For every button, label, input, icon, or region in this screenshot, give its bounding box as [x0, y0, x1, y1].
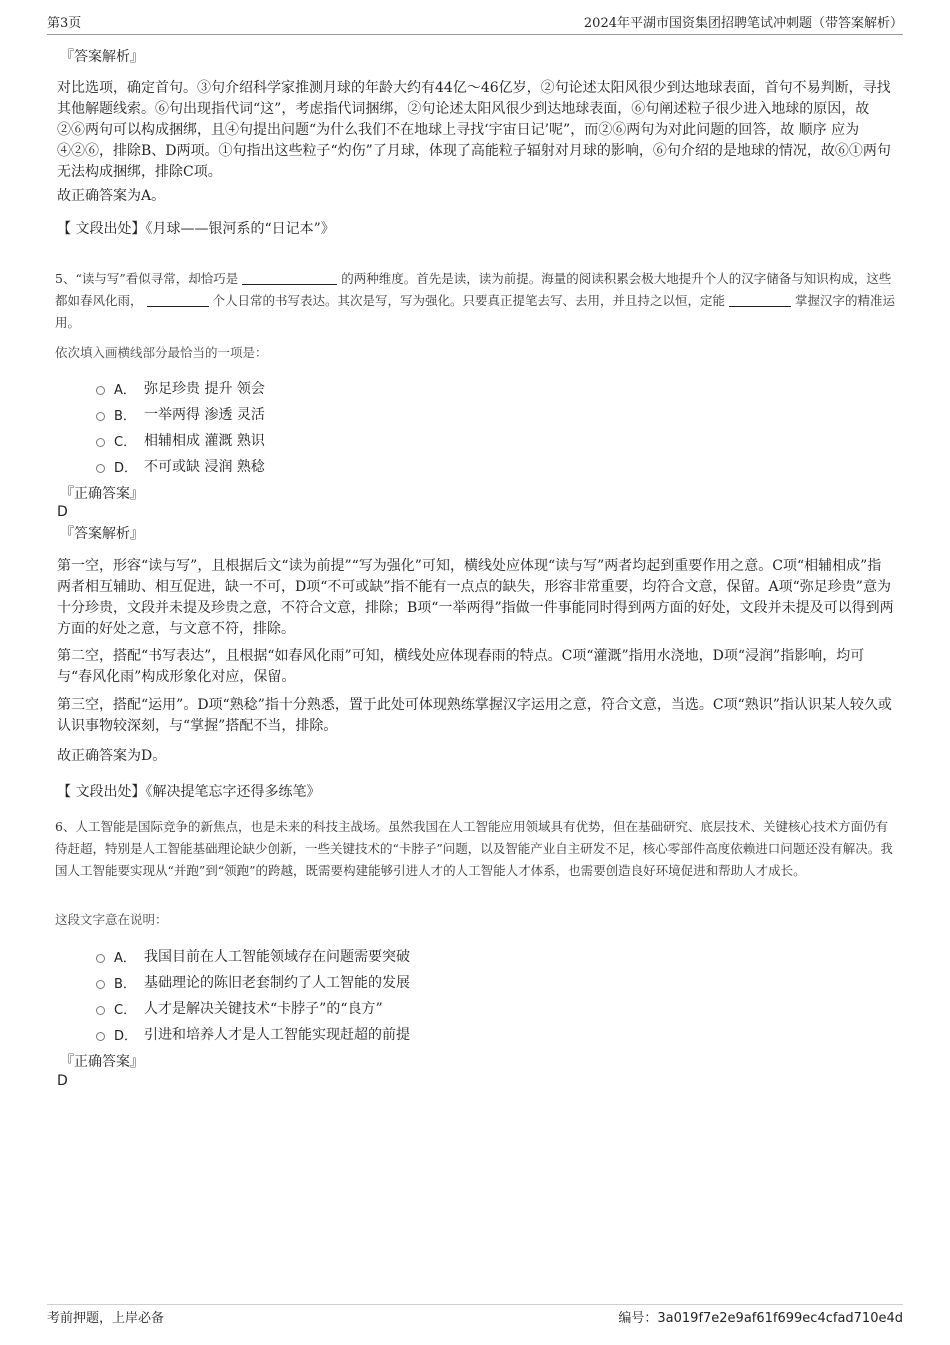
- correct-answer-label: 『正确答案』: [60, 1054, 144, 1070]
- analysis-text: 对比选项，确定首句。③句介绍科学家推测月球的年龄大约有44亿～46亿岁，②句论述太阳风很少到达地球表面，首句不易判断，寻找其他解题线索。⑥句出现指代词“这”，考虑指代词捆绑，②句论述太阳风很少到达地球表面，⑥句阐述粒子很少进入地球的原因，故②⑥两句可以构成捆绑，且④句提出问题“为什么我们不在地球上寻找‘宇宙日记’呢”，而②⑥两句为对此问题的回答，故 顺序 应为④②⑥，排除B、D两项。①句指出这些粒子“灼伤”了月球，体现了高能粒子辐射对月球的影响，⑥句介绍的是地球的情况，故⑥①两句无法构成捆绑，排除C项。: [57, 80, 891, 180]
- q6-option-c[interactable]: C． 人才是解决关键技术“卡脖子”的“良方”: [96, 997, 383, 1019]
- question-5-text: 5、“读与写”看似寻常，却恰巧是 的两种维度。首先是读，读为前提。海量的阅读积累会极大地提升个人的汉字储备与知识构成，这些都如春风化雨， 个人日常的书写表达。其次是写，写为强化。只要真正提笔去写、去用，并且持之以恒，定能 掌握汉字的精准运用。: [55, 271, 896, 330]
- question-6-text: 6、人工智能是国际竞争的新焦点，也是未来的科技主战场。虽然我国在人工智能应用领域具有优势，但在基础研究、底层技术、关键核心技术方面仍有待赶超，特别是人工智能基础理论缺少创新，一些关键技术的“卡脖子”问题，以及智能产业自主研发不足，核心零部件高度依赖进口问题还没有解决。我国人工智能要实现从“并跑”到“领跑”的跨越，既需要构建能够引进人才的人工智能人才体系，也需要创造良好环境促进和帮助人才成长。: [55, 819, 893, 878]
- page-footer: [47, 1304, 903, 1327]
- q5-option-c[interactable]: C． 相辅相成 灌溉 熟识: [96, 429, 265, 451]
- radio-icon[interactable]: [96, 412, 105, 421]
- correct-answer-value: D: [57, 504, 68, 520]
- radio-icon[interactable]: [96, 980, 105, 989]
- analysis-label: 『答案解析』: [60, 49, 144, 65]
- source-text: 【 文段出处】《解决提笔忘字还得多练笔》: [57, 784, 321, 800]
- conclusion-text: 故正确答案为A。: [57, 188, 166, 204]
- blank-2: [147, 292, 209, 307]
- correct-answer-label: 『正确答案』: [60, 486, 144, 502]
- radio-icon[interactable]: [96, 438, 105, 447]
- q5-option-a[interactable]: A． 弥足珍贵 提升 领会: [96, 377, 265, 399]
- blank-3: [729, 292, 791, 307]
- analysis-paragraph-2: 第二空，搭配“书写表达”，且根据“如春风化雨”可知，横线处应体现春雨的特点。C项“灌溉”指用水浇地，D项“浸润”指影响，均可与“春风化雨”构成形象化对应，保留。: [57, 648, 865, 685]
- document-title: 2024年平湖市国资集团招聘笔试冲刺题（带答案解析）: [583, 16, 903, 31]
- radio-icon[interactable]: [96, 1006, 105, 1015]
- page-header: [47, 14, 903, 35]
- correct-answer-value: D: [57, 1073, 68, 1089]
- question-6-prompt: 这段文字意在说明：: [55, 912, 168, 927]
- q6-option-b[interactable]: B． 基础理论的陈旧老套制约了人工智能的发展: [96, 971, 410, 993]
- radio-icon[interactable]: [96, 1032, 105, 1041]
- analysis-paragraph-3: 第三空，搭配“运用”。D项“熟稔”指十分熟悉，置于此处可体现熟练掌握汉字运用之意，符合文意，当选。C项“熟识”指认识某人较久或认识事物较深刻，与“掌握”搭配不当，排除。: [57, 697, 892, 734]
- radio-icon[interactable]: [96, 464, 105, 473]
- q5-option-d[interactable]: D． 不可或缺 浸润 熟稔: [96, 455, 265, 477]
- q6-option-a[interactable]: A． 我国目前在人工智能领域存在问题需要突破: [96, 945, 410, 967]
- page-number: 第3页: [47, 16, 82, 31]
- q5-option-b[interactable]: B． 一举两得 渗透 灵活: [96, 403, 265, 425]
- q6-option-d[interactable]: D． 引进和培养人才是人工智能实现赶超的前提: [96, 1023, 410, 1045]
- question-5-prompt: 依次填入画横线部分最恰当的一项是：: [55, 345, 268, 360]
- analysis-label: 『答案解析』: [60, 526, 144, 542]
- document-id: 编号：3a019f7e2e9af61f699ec4cfad710e4d: [618, 1311, 903, 1326]
- source-text: 【 文段出处】《月球——银河系的“日记本”》: [57, 221, 335, 237]
- footer-slogan: 考前押题，上岸必备: [47, 1311, 165, 1326]
- blank-1: [242, 270, 337, 285]
- conclusion-text: 故正确答案为D。: [57, 748, 167, 764]
- radio-icon[interactable]: [96, 386, 105, 395]
- analysis-paragraph-1: 第一空，形容“读与写”，且根据后文“读为前提”“写为强化”可知，横线处应体现“读与写”两者均起到重要作用之意。C项“相辅相成”指两者相互辅助、相互促进，缺一不可，D项“不可或缺”指不能有一点点的缺失，形容非常重要，均符合文意，保留。A项“弥足珍贵”意为十分珍贵，文段并未提及珍贵之意，不符合文意，排除；B项“一举两得”指做一件事能同时得到两方面的好处，文段并未提及可以得到两方面的好处之意，与文意不符，排除。: [57, 558, 894, 637]
- radio-icon[interactable]: [96, 954, 105, 963]
